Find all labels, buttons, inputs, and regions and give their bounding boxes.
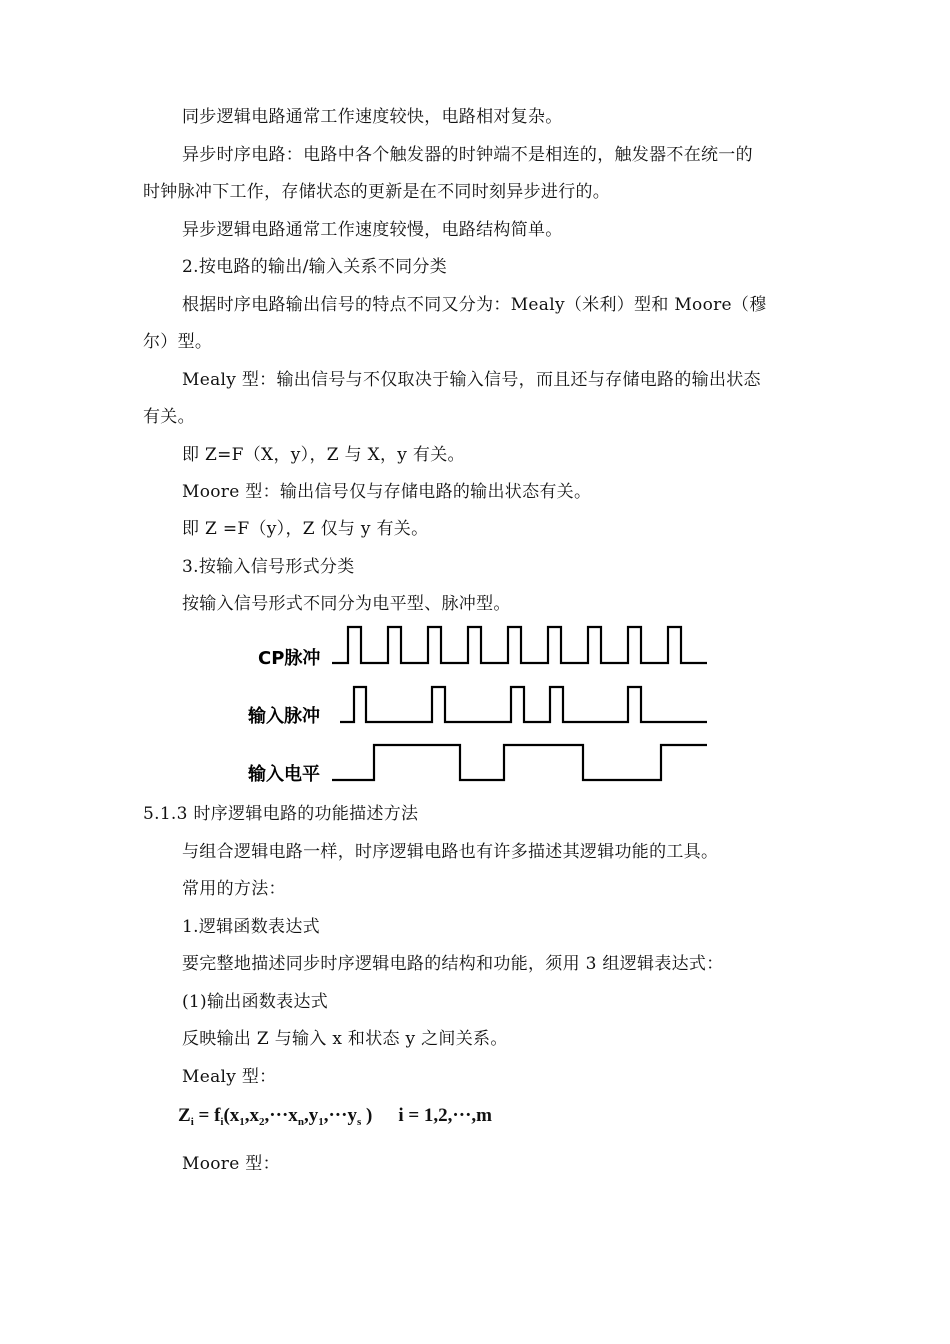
paragraph-line: 反映输出 Z 与输入 x 和状态 y 之间关系。 xyxy=(182,1029,508,1049)
paragraph-line: 时钟脉冲下工作，存储状态的更新是在不同时刻异步进行的。 xyxy=(143,182,611,202)
paragraph-line: 有关。 xyxy=(143,407,195,427)
subsection-heading: 3.按输入信号形式分类 xyxy=(182,557,355,577)
input-pulse-label: 输入脉冲 xyxy=(248,706,320,727)
moore-label: Moore 型： xyxy=(182,1154,280,1174)
paragraph-line: 根据时序电路输出信号的特点不同又分为：Mealy（米利）型和 Moore（穆 xyxy=(182,295,767,315)
cp-pulse-label: CP脉冲 xyxy=(258,648,321,669)
paragraph-line: Moore 型：输出信号仅与存储电路的输出状态有关。 xyxy=(182,482,592,502)
paragraph-line: 异步时序电路：电路中各个触发器的时钟端不是相连的，触发器不在统一的 xyxy=(182,145,753,165)
paragraph-line: Mealy 型：输出信号与不仅取决于输入信号，而且还与存储电路的输出状态 xyxy=(182,370,761,390)
input-level-waveform xyxy=(332,745,707,780)
paragraph-line: 按输入信号形式不同分为电平型、脉冲型。 xyxy=(182,594,511,614)
subsection-heading: 2.按电路的输出/输入关系不同分类 xyxy=(182,257,448,277)
paragraph-line: 常用的方法： xyxy=(182,879,286,899)
paragraph-line: 异步逻辑电路通常工作速度较慢，电路结构简单。 xyxy=(182,220,563,240)
paragraph-line: (1)输出函数表达式 xyxy=(182,992,329,1012)
input-level-label: 输入电平 xyxy=(248,764,320,785)
paragraph-line: 即 Z =F（y），Z 仅与 y 有关。 xyxy=(182,519,429,539)
timing-waveform-diagram xyxy=(240,618,720,798)
paragraph-line: 同步逻辑电路通常工作速度较快，电路相对复杂。 xyxy=(182,107,563,127)
section-heading: 5.1.3 时序逻辑电路的功能描述方法 xyxy=(143,804,419,824)
paragraph-line: 与组合逻辑电路一样，时序逻辑电路也有许多描述其逻辑功能的工具。 xyxy=(182,842,719,862)
input-pulse-waveform xyxy=(340,687,707,722)
paragraph-line: 即 Z=F（X，y），Z 与 X，y 有关。 xyxy=(182,445,465,465)
paragraph-line: 要完整地描述同步时序逻辑电路的结构和功能，须用 3 组逻辑表达式： xyxy=(182,954,724,974)
mealy-label: Mealy 型： xyxy=(182,1067,277,1087)
cp-pulse-waveform xyxy=(332,627,707,663)
subsection-heading: 1.逻辑函数表达式 xyxy=(182,917,320,937)
mealy-output-formula: $Z_i = f_i(x_1,x_2,\cdot\cdot\cdot x_n,y_1,\cdot\cdot\cdot y_s$ ) i = 1,2,···,m xyxy=(178,1105,493,1128)
paragraph-line: 尔）型。 xyxy=(143,332,213,352)
